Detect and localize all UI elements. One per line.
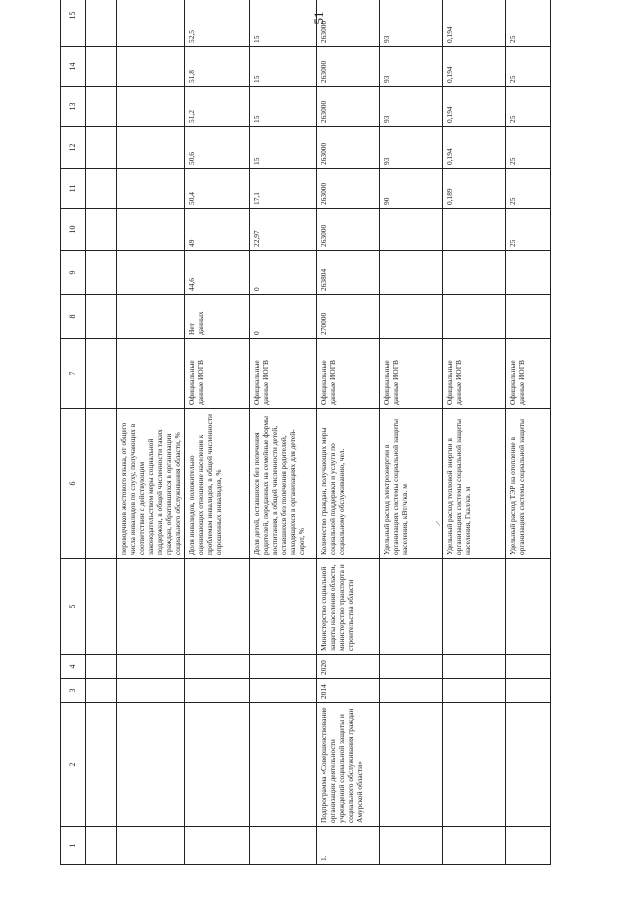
indicator-cell: Количество граждан, получающих меры социальной поддержки и услуги по социальному обслуживанию, чел. xyxy=(317,409,380,559)
indicator-cell: переводчиков жестового языка, от общего числа инвалидов по слуху, получающих в соответствии с действующим законодательством меры социальной поддержки, в общей численности таких граждан, обратившихся в организации социального обслуживания области, % xyxy=(117,409,185,559)
value-cell: 50,6 xyxy=(185,127,250,169)
executor-cell: Министерство социальной защиты населения области, министерство транспорта и строительства области xyxy=(317,559,380,655)
page-number: 51 xyxy=(311,11,326,25)
value-cell: 263000 xyxy=(317,0,380,47)
source-cell: Официальные данные ИОГВ xyxy=(506,339,551,409)
value-cell: 44,6 xyxy=(185,251,250,295)
value-cell: 52,5 xyxy=(185,0,250,47)
col-header: 8 xyxy=(61,295,86,339)
value-cell: 15 xyxy=(250,87,317,127)
value-cell: 0 xyxy=(250,251,317,295)
table-row xyxy=(250,0,317,865)
value-cell: Нет данных xyxy=(185,295,250,339)
indicator-cell: Доля детей, оставшихся без попечения родителей, переданных на семейные формы воспитания, в общей численности детей, оставшихся без попечения родителей, находящихся в организациях для детей-сирот, % xyxy=(250,409,317,559)
value-cell: 263000 xyxy=(317,209,380,251)
table-row xyxy=(317,0,380,865)
value-cell: 25 xyxy=(506,209,551,251)
value-cell: 22,97 xyxy=(250,209,317,251)
col-header: 5 xyxy=(61,559,86,655)
value-cell: 50,4 xyxy=(185,169,250,209)
col-header: 3 xyxy=(61,679,86,703)
col-header: 7 xyxy=(61,339,86,409)
header-row xyxy=(61,0,86,865)
col-header: 6 xyxy=(61,409,86,559)
value-cell: 93 xyxy=(380,47,443,87)
value-cell: 17,1 xyxy=(250,169,317,209)
value-cell: 15 xyxy=(250,47,317,87)
value-cell: 263000 xyxy=(317,169,380,209)
table-row xyxy=(506,0,551,865)
table-row xyxy=(443,0,506,865)
value-cell: 263000 xyxy=(317,127,380,169)
table-row xyxy=(380,0,443,865)
col-header: 11 xyxy=(61,169,86,209)
value-cell: 49 xyxy=(185,209,250,251)
col-header: 15 xyxy=(61,0,86,47)
table-row xyxy=(185,0,250,865)
table-row xyxy=(117,0,185,865)
col-header: 10 xyxy=(61,209,86,251)
source-cell: Официальные данные ИОГВ xyxy=(443,339,506,409)
start-year-cell: 2014 xyxy=(317,679,380,703)
value-cell: 25 xyxy=(506,87,551,127)
indicator-cell: Удельный расход ТЭР на отопление в организациях системы социальной защиты xyxy=(506,409,551,559)
col-header: 9 xyxy=(61,251,86,295)
col-header: 1 xyxy=(61,827,86,865)
value-cell: 15 xyxy=(250,127,317,169)
value-cell: 15 xyxy=(250,0,317,47)
rotated-table-wrapper xyxy=(60,5,618,865)
col-header: 4 xyxy=(61,655,86,679)
value-cell: 0,194 xyxy=(443,47,506,87)
indicator-cell: Удельный расход электроэнергии в организациях системы социальной защиты населения, кВт/ч/кв. м xyxy=(380,409,443,559)
source-cell: Официальные данные ИОГВ xyxy=(250,339,317,409)
source-cell: Официальные данные ИОГВ xyxy=(185,339,250,409)
value-cell: 0,194 xyxy=(443,0,506,47)
col-header: 2 xyxy=(61,703,86,827)
value-cell: 25 xyxy=(506,47,551,87)
end-year-cell: 2020 xyxy=(317,655,380,679)
col-header: 14 xyxy=(61,47,86,87)
value-cell: 263804 xyxy=(317,251,380,295)
row-number-cell: 1. xyxy=(317,827,380,865)
value-cell: 90 xyxy=(380,169,443,209)
indicator-table xyxy=(60,0,551,865)
value-cell: 51,8 xyxy=(185,47,250,87)
pen-tick-mark: / xyxy=(433,520,443,527)
value-cell: 0 xyxy=(250,295,317,339)
value-cell: 93 xyxy=(380,0,443,47)
value-cell: 25 xyxy=(506,0,551,47)
col-header: 12 xyxy=(61,127,86,169)
value-cell: 0,194 xyxy=(443,87,506,127)
value-cell: 0,194 xyxy=(443,127,506,169)
value-cell: 270000 xyxy=(317,295,380,339)
value-cell: 263000 xyxy=(317,87,380,127)
value-cell: 25 xyxy=(506,169,551,209)
value-cell: 93 xyxy=(380,87,443,127)
value-cell: 51,2 xyxy=(185,87,250,127)
table-row xyxy=(86,0,117,865)
source-cell: Официальные данные ИОГВ xyxy=(380,339,443,409)
program-name-cell: Подпрограмма «Совершенствование организации деятельности учреждений социальной защиты и социального обслуживания граждан Амурской области» xyxy=(317,703,380,827)
indicator-cell: Доля инвалидов, положительно оценивающих отношение населения к проблемам инвалидов, в общей численности опрошенных инвалидов, % xyxy=(185,409,250,559)
value-cell: 0,189 xyxy=(443,169,506,209)
value-cell: 263000 xyxy=(317,47,380,87)
indicator-cell: Удельный расход тепловой энергии в организациях системы социальной защиты населения, Гкал/кв. м xyxy=(443,409,506,559)
value-cell: 25 xyxy=(506,127,551,169)
col-header: 13 xyxy=(61,87,86,127)
source-cell: Официальные данные ИОГВ xyxy=(317,339,380,409)
value-cell: 93 xyxy=(380,127,443,169)
